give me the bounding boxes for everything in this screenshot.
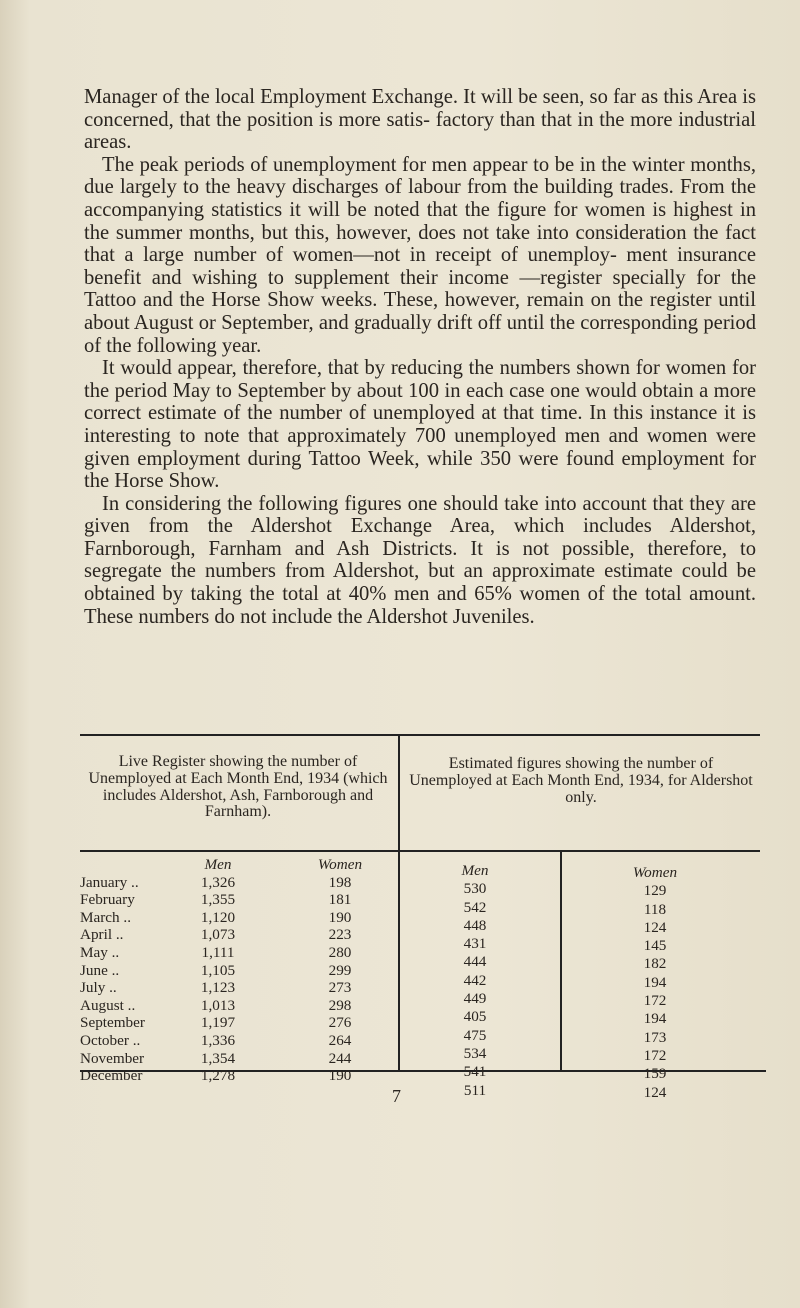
table-cell: 1,336 xyxy=(200,1031,236,1049)
right-table-header: Estimated figures showing the number of Unemployed at Each Month End, 1934, for Aldershot only. xyxy=(409,755,753,806)
table-cell: 159 xyxy=(643,1065,667,1083)
est-women-column xyxy=(610,864,700,1102)
table-cell: 1,197 xyxy=(200,1014,236,1032)
table-cell: 1,326 xyxy=(200,873,236,891)
table-divider-main xyxy=(398,734,400,1072)
table-cell: 405 xyxy=(463,1008,487,1026)
table-cell: 1,013 xyxy=(200,996,236,1014)
month-label: January .. xyxy=(80,873,139,891)
table-cell: 449 xyxy=(463,990,487,1008)
left-table-header: Live Register showing the number of Unemployed at Each Month End, 1934 (which includes Aldershot, Ash, Farnborough and Farnham). xyxy=(88,753,388,821)
table-cell: 530 xyxy=(463,880,487,898)
live-men-column xyxy=(188,856,248,1085)
table-cell: 299 xyxy=(328,961,352,979)
month-label: July .. xyxy=(80,979,117,997)
table-cell: 182 xyxy=(643,955,667,973)
table-cell: 1,354 xyxy=(200,1049,236,1067)
month-label: June .. xyxy=(80,961,120,979)
table-cell: 124 xyxy=(643,1083,667,1101)
unemployment-table xyxy=(80,734,766,1101)
table-cell: 145 xyxy=(643,937,667,955)
table-cell: 172 xyxy=(643,992,667,1010)
table-cell: 542 xyxy=(463,898,487,916)
table-cell: 190 xyxy=(328,908,352,926)
table-cell: 173 xyxy=(643,1028,667,1046)
table-cell: 194 xyxy=(643,1010,667,1028)
month-label: May .. xyxy=(80,943,120,961)
table-cell: 190 xyxy=(328,1067,352,1085)
table-cell: 118 xyxy=(643,900,667,918)
table-cell: 511 xyxy=(463,1081,487,1099)
month-label: November xyxy=(80,1049,145,1067)
table-cell: 475 xyxy=(463,1026,487,1044)
table-header-rule xyxy=(80,850,760,852)
month-label: December xyxy=(80,1067,143,1085)
live-women-header: Women xyxy=(317,856,363,873)
paragraph-2: The peak periods of unemployment for men appear to be in the winter months, due largely to the heavy discharges of labour from the building trades. From the accompanying statistics it will be noted that the figure for women is highest in the summer months, but this, however, does not take into consideration the fact that a large number of women—not in receipt of unemploy- ment insurance benefit and wishing to supplement their income —register specially for the Tattoo and the Horse Show weeks. These, however, remain on the register until about August or September, and gradually drift off until the corresponding period of the following year. xyxy=(84,153,756,357)
table-cell: 124 xyxy=(643,918,667,936)
table-cell: 280 xyxy=(328,943,352,961)
table-cell: 1,105 xyxy=(200,961,236,979)
page-number: 7 xyxy=(392,1086,401,1106)
month-label: March .. xyxy=(80,908,132,926)
table-cell: 444 xyxy=(463,953,487,971)
table-cell: 1,355 xyxy=(200,891,236,909)
month-label: August .. xyxy=(80,996,136,1014)
est-men-column xyxy=(440,862,510,1100)
table-top-rule xyxy=(80,734,760,736)
live-men-header: Men xyxy=(204,856,232,873)
table-cell: 1,123 xyxy=(200,979,236,997)
table-cell: 1,278 xyxy=(200,1067,236,1085)
table-cell: 442 xyxy=(463,971,487,989)
table-cell: 264 xyxy=(328,1031,352,1049)
table-cell: 198 xyxy=(328,873,352,891)
table-cell: 223 xyxy=(328,926,352,944)
paragraph-4: In considering the following figures one should take into account that they are given from the Aldershot Exchange Area, which includes Aldershot, Farnborough, Farnham and Ash Districts. It is not possible, therefore, to segregate the numbers from Aldershot, but an approximate estimate could be obtained by taking the total at 40% men and 65% women of the total amount. These numbers do not include the Aldershot Juveniles. xyxy=(84,492,756,628)
est-men-header: Men xyxy=(461,862,489,879)
table-cell: 273 xyxy=(328,979,352,997)
table-divider-est xyxy=(560,850,562,1072)
month-label: September xyxy=(80,1014,145,1032)
table-cell: 448 xyxy=(463,916,487,934)
table-cell: 181 xyxy=(328,891,352,909)
live-women-column xyxy=(300,856,380,1085)
table-cell: 298 xyxy=(328,996,352,1014)
table-cell: 1,073 xyxy=(200,926,236,944)
table-cell: 431 xyxy=(463,935,487,953)
body-text xyxy=(84,86,756,628)
table-cell: 244 xyxy=(328,1049,352,1067)
paragraph-1: Manager of the local Employment Exchange. It will be seen, so far as this Area is concerned, that the position is more satis- factory than that in the more industrial areas. xyxy=(84,86,756,154)
table-cell: 1,120 xyxy=(200,908,236,926)
table-cell: 541 xyxy=(463,1063,487,1081)
month-label: February xyxy=(80,891,135,909)
table-cell: 1,111 xyxy=(201,943,235,961)
table-cell: 534 xyxy=(463,1044,487,1062)
est-women-header: Women xyxy=(632,864,678,881)
table-cell: 194 xyxy=(643,973,667,991)
month-label: October .. xyxy=(80,1031,141,1049)
table-cell: 129 xyxy=(643,882,667,900)
paragraph-3: It would appear, therefore, that by reducing the numbers shown for women for the period May to September by about 100 in each case one would obtain a more correct estimate of the number of unemployed at that time. In this instance it is interesting to note that approximately 700 unemployed men and women were given employment during Tattoo Week, while 350 were found employment for the Horse Show. xyxy=(84,357,756,493)
month-label: April .. xyxy=(80,926,124,944)
month-column xyxy=(80,856,180,1085)
table-cell: 276 xyxy=(328,1014,352,1032)
table-cell: 172 xyxy=(643,1046,667,1064)
